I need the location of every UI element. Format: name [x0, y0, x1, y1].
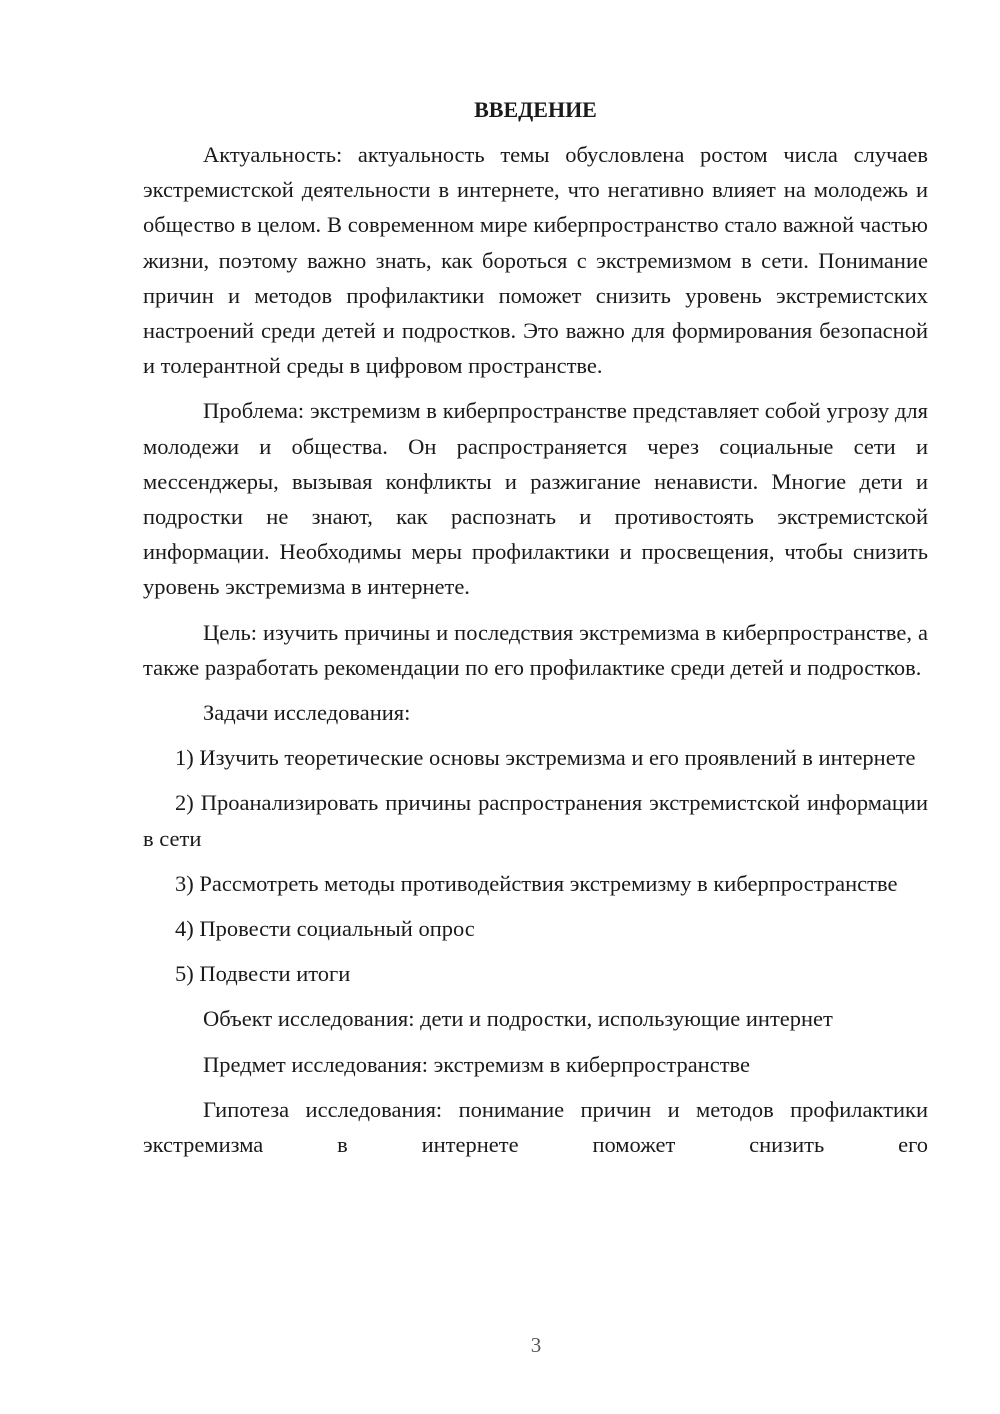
tasks-title: Задачи исследования:	[203, 700, 411, 726]
goal-paragraph: Цель: изучить причины и последствия экстремизма в киберпространстве, а также разработать рекомендации по его профилактике среди детей и подростков.	[143, 619, 928, 680]
research-subject: Предмет исследования: экстремизм в киберпространстве	[203, 1051, 751, 1077]
page-content	[143, 94, 928, 1162]
research-hypothesis: Гипотеза исследования: понимание причин и методов профилактики экстремизма в интернете поможет снизить его	[143, 1096, 928, 1158]
task-item-2: 2) Проанализировать причины распространения экстремистской информации в сети	[143, 790, 928, 851]
task-item-1: 1) Изучить теоретические основы экстремизма и его проявлений в интернете	[175, 745, 916, 771]
problem-paragraph: Проблема: экстремизм в киберпространстве представляет собой угрозу для молодежи и общества. Он распространяется через социальные сети и мессенджеры, вызывая конфликты и разжигание ненависти. Многие дети и подростки не знают, как распознать и противостоять экстремистской информации. Необходимы меры профилактики и просвещения, чтобы снизить уровень экстремизма в интернете.	[143, 398, 928, 600]
section-heading: ВВЕДЕНИЕ	[474, 97, 597, 122]
research-object: Объект исследования: дети и подростки, использующие интернет	[203, 1006, 833, 1032]
relevance-paragraph: Актуальность: актуальность темы обусловлена ростом числа случаев экстремистской деятельности в интернете, что негативно влияет на молодежь и общество в целом. В современном мире киберпространство стало важной частью жизни, поэтому важно знать, как бороться с экстремизмом в сети. Понимание причин и методов профилактики поможет снизить уровень экстремистских настроений среди детей и подростков. Это важно для формирования безопасной и толерантной среды в цифровом пространстве.	[143, 142, 928, 379]
page-number: 3	[530, 1333, 542, 1357]
task-item-5: 5) Подвести итоги	[175, 961, 351, 987]
task-item-4: 4) Провести социальный опрос	[175, 916, 475, 942]
task-item-3: 3) Рассмотреть методы противодействия экстремизму в киберпространстве	[175, 870, 898, 896]
